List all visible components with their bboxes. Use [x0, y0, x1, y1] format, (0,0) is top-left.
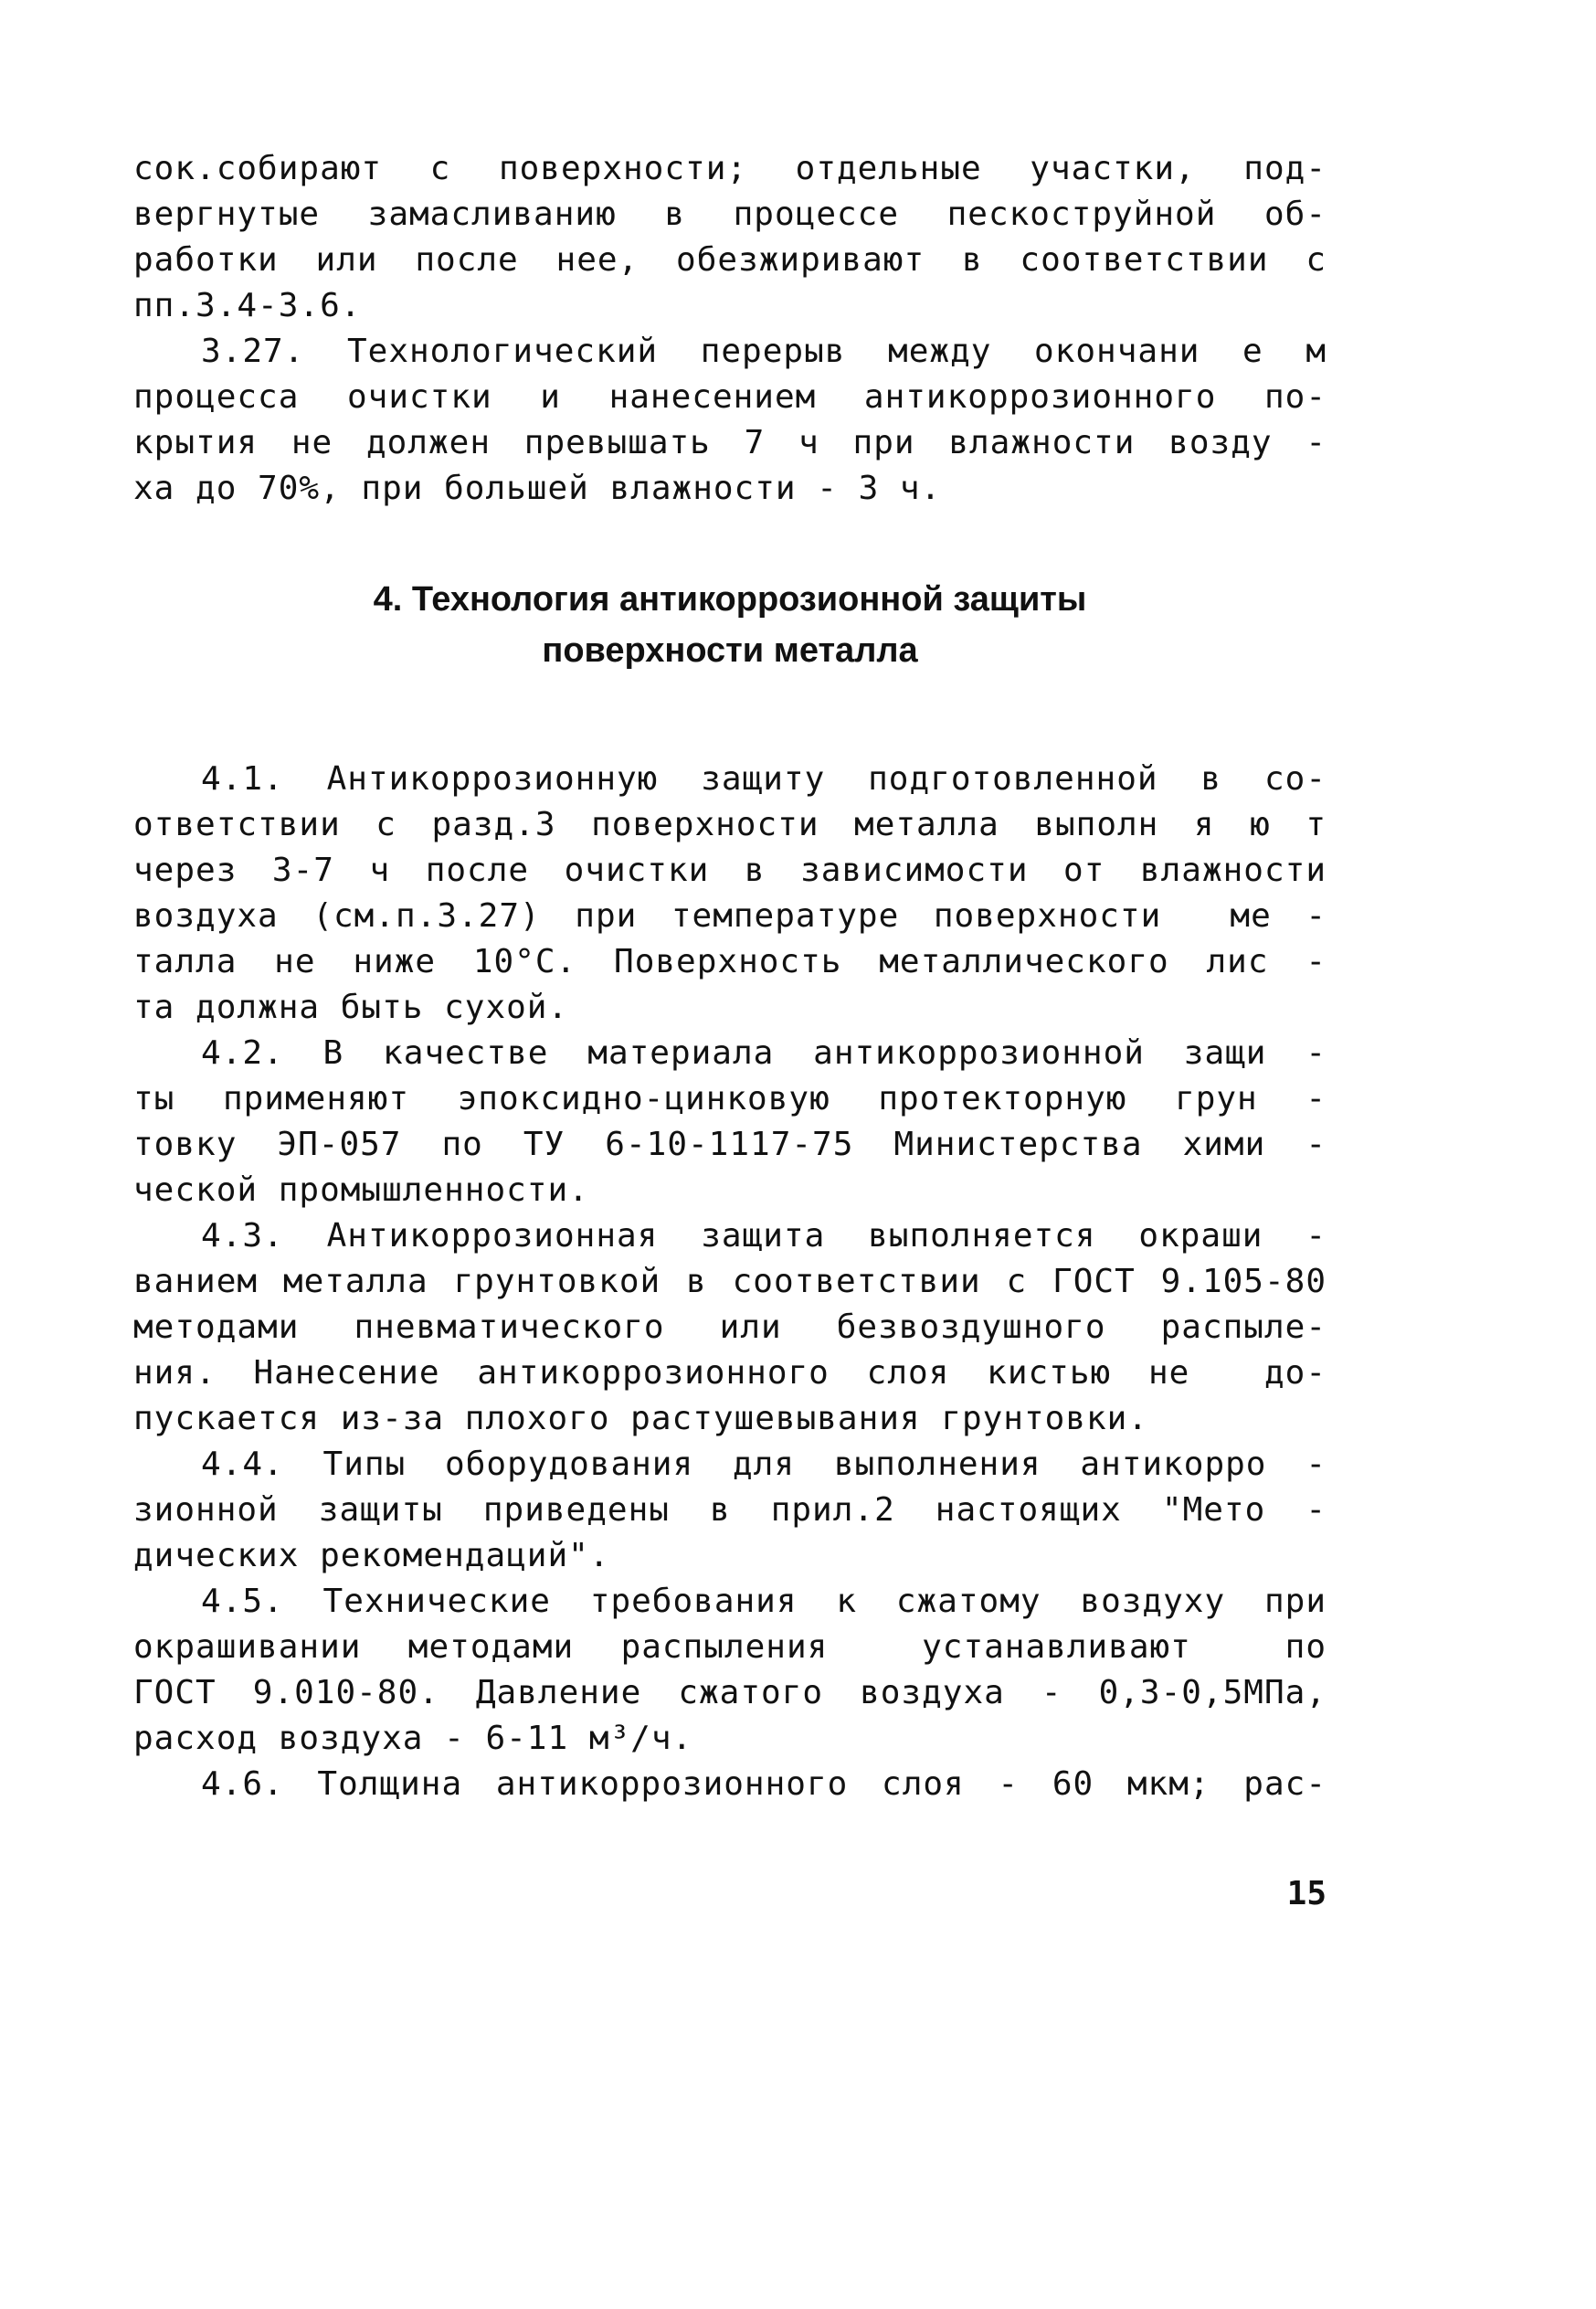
text-line: 4.1. Антикоррозионную защиту подготовленной в со- — [201, 760, 1326, 798]
text-line: крытия не должен превышать 7 ч при влажности возду - — [133, 424, 1326, 461]
section-heading — [133, 574, 1326, 676]
text-line: пускается из-за плохого растушевывания грунтовки. — [133, 1400, 1149, 1437]
text-line: ния. Нанесение антикоррозионного слоя кистью не до- — [133, 1354, 1326, 1392]
text-line: методами пневматического или безвоздушного распыле- — [133, 1308, 1326, 1346]
text-line: пп.3.4-3.6. — [133, 287, 362, 324]
text-line: дических рекомендаций". — [133, 1537, 610, 1574]
text-line: сок.собирают с поверхности; отдельные участки, под- — [133, 150, 1326, 187]
section-heading-line-2: поверхности металла — [542, 631, 918, 670]
text-line: 4.2. В качестве материала антикоррозионной защи - — [201, 1034, 1326, 1072]
page-number: 15 — [1286, 1875, 1326, 1912]
text-line: работки или после нее, обезжиривают в соответствии с — [133, 241, 1326, 279]
text-line: ванием металла грунтовкой в соответствии с ГОСТ 9.105-80 — [133, 1263, 1326, 1300]
text-line: ты применяют эпоксидно-цинковую протекторную грун - — [133, 1080, 1326, 1117]
text-line: ГОСТ 9.010-80. Давление сжатого воздуха - 0,3-0,5МПа, — [133, 1674, 1326, 1711]
paragraph-continuation — [133, 146, 1326, 329]
text-line: 3.27. Технологический перерыв между окончани е м — [201, 333, 1326, 370]
text-line: та должна быть сухой. — [133, 989, 569, 1026]
paragraph-4-1 — [133, 757, 1326, 1031]
text-line: 4.6. Толщина антикоррозионного слоя - 60 мкм; рас- — [201, 1765, 1326, 1803]
text-line: воздуха (см.п.3.27) при температуре поверхности ме - — [133, 897, 1326, 935]
text-line: ответствии с разд.3 поверхности металла выполн я ю т — [133, 806, 1326, 843]
text-line: талла не ниже 10°С. Поверхность металлического лис - — [133, 943, 1326, 980]
text-line: зионной защиты приведены в прил.2 настоящих "Мето - — [133, 1491, 1326, 1529]
paragraph-4-6 — [133, 1762, 1326, 1807]
text-line: ческой промышленности. — [133, 1171, 589, 1209]
text-line: 4.3. Антикоррозионная защита выполняется окраши - — [201, 1217, 1326, 1255]
text-block-top — [133, 146, 1326, 512]
text-line: расход воздуха - 6-11 м³/ч. — [133, 1720, 693, 1757]
text-line: 4.4. Типы оборудования для выполнения антикорро - — [201, 1446, 1326, 1483]
text-line: вергнутые замасливанию в процессе пескоструйной об- — [133, 196, 1326, 233]
text-line: товку ЭП-057 по ТУ 6-10-1117-75 Министерства хими - — [133, 1126, 1326, 1163]
text-line: ха до 70%, при большей влажности - 3 ч. — [133, 470, 942, 507]
text-line: через 3-7 ч после очистки в зависимости от влажности — [133, 852, 1326, 889]
text-line: процесса очистки и нанесением антикоррозионного по- — [133, 378, 1326, 416]
text-block-main — [133, 757, 1326, 1807]
text-line: 4.5. Технические требования к сжатому воздуху при — [201, 1583, 1326, 1620]
text-line: окрашивании методами распыления устанавливают по — [133, 1628, 1326, 1666]
paragraph-4-3 — [133, 1213, 1326, 1442]
section-heading-line-1: 4. Технология антикоррозионной защиты — [373, 580, 1087, 619]
paragraph-4-4 — [133, 1442, 1326, 1579]
paragraph-4-5 — [133, 1579, 1326, 1762]
paragraph-3-27 — [133, 329, 1326, 512]
paragraph-4-2 — [133, 1031, 1326, 1213]
